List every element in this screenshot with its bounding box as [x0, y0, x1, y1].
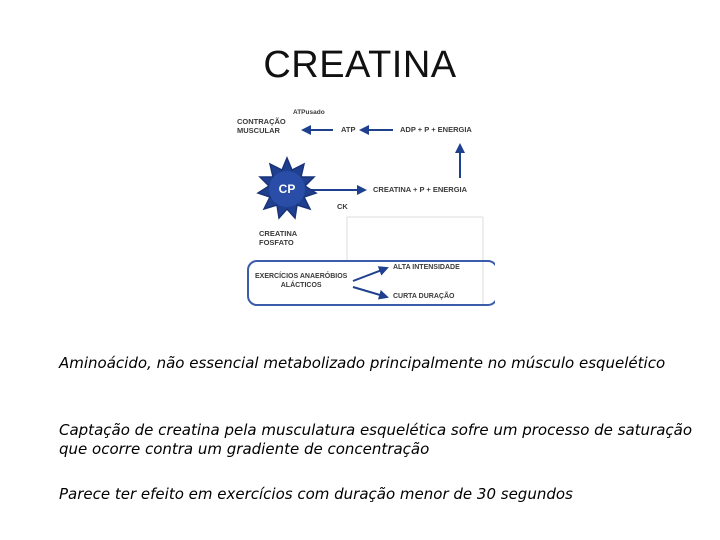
atp-label: ATP	[341, 125, 356, 134]
high-intensity-label: ALTA INTENSIDADE	[393, 264, 460, 271]
paragraph-uptake: Captação de creatina pela musculatura esquelética sofre um processo de saturação que ocorre contra um gradiente de concentração	[59, 421, 693, 458]
arrow-short-duration	[353, 287, 387, 297]
creatine-energy-label: CREATINA + P + ENERGIA	[373, 185, 468, 194]
creatine-diagram	[225, 100, 495, 315]
slide-title: CREATINA	[263, 44, 457, 86]
adp-energy-label: ADP + P + ENERGIA	[400, 125, 472, 134]
arrow-high-intensity	[353, 268, 387, 281]
creatine-phosphate-label: CREATINA FOSFATO	[259, 229, 298, 247]
paragraph-effect: Parece ter efeito em exercícios com duração menor de 30 segundos	[59, 485, 573, 503]
paragraph-amino-acid: Aminoácido, não essencial metabolizado principalmente no músculo esquelético	[59, 354, 666, 372]
ck-enzyme-label: CK	[337, 202, 348, 211]
atp-used-label: ATPusado	[293, 109, 325, 116]
cp-label: CP	[278, 182, 296, 196]
short-duration-label: CURTA DURAÇÃO	[393, 293, 455, 300]
muscle-contraction-label: CONTRAÇÃO MUSCULAR	[237, 117, 286, 135]
anaerobic-exercise-label: EXERCÍCIOS ANAERÓBIOS ALÁCTICOS	[255, 273, 348, 289]
